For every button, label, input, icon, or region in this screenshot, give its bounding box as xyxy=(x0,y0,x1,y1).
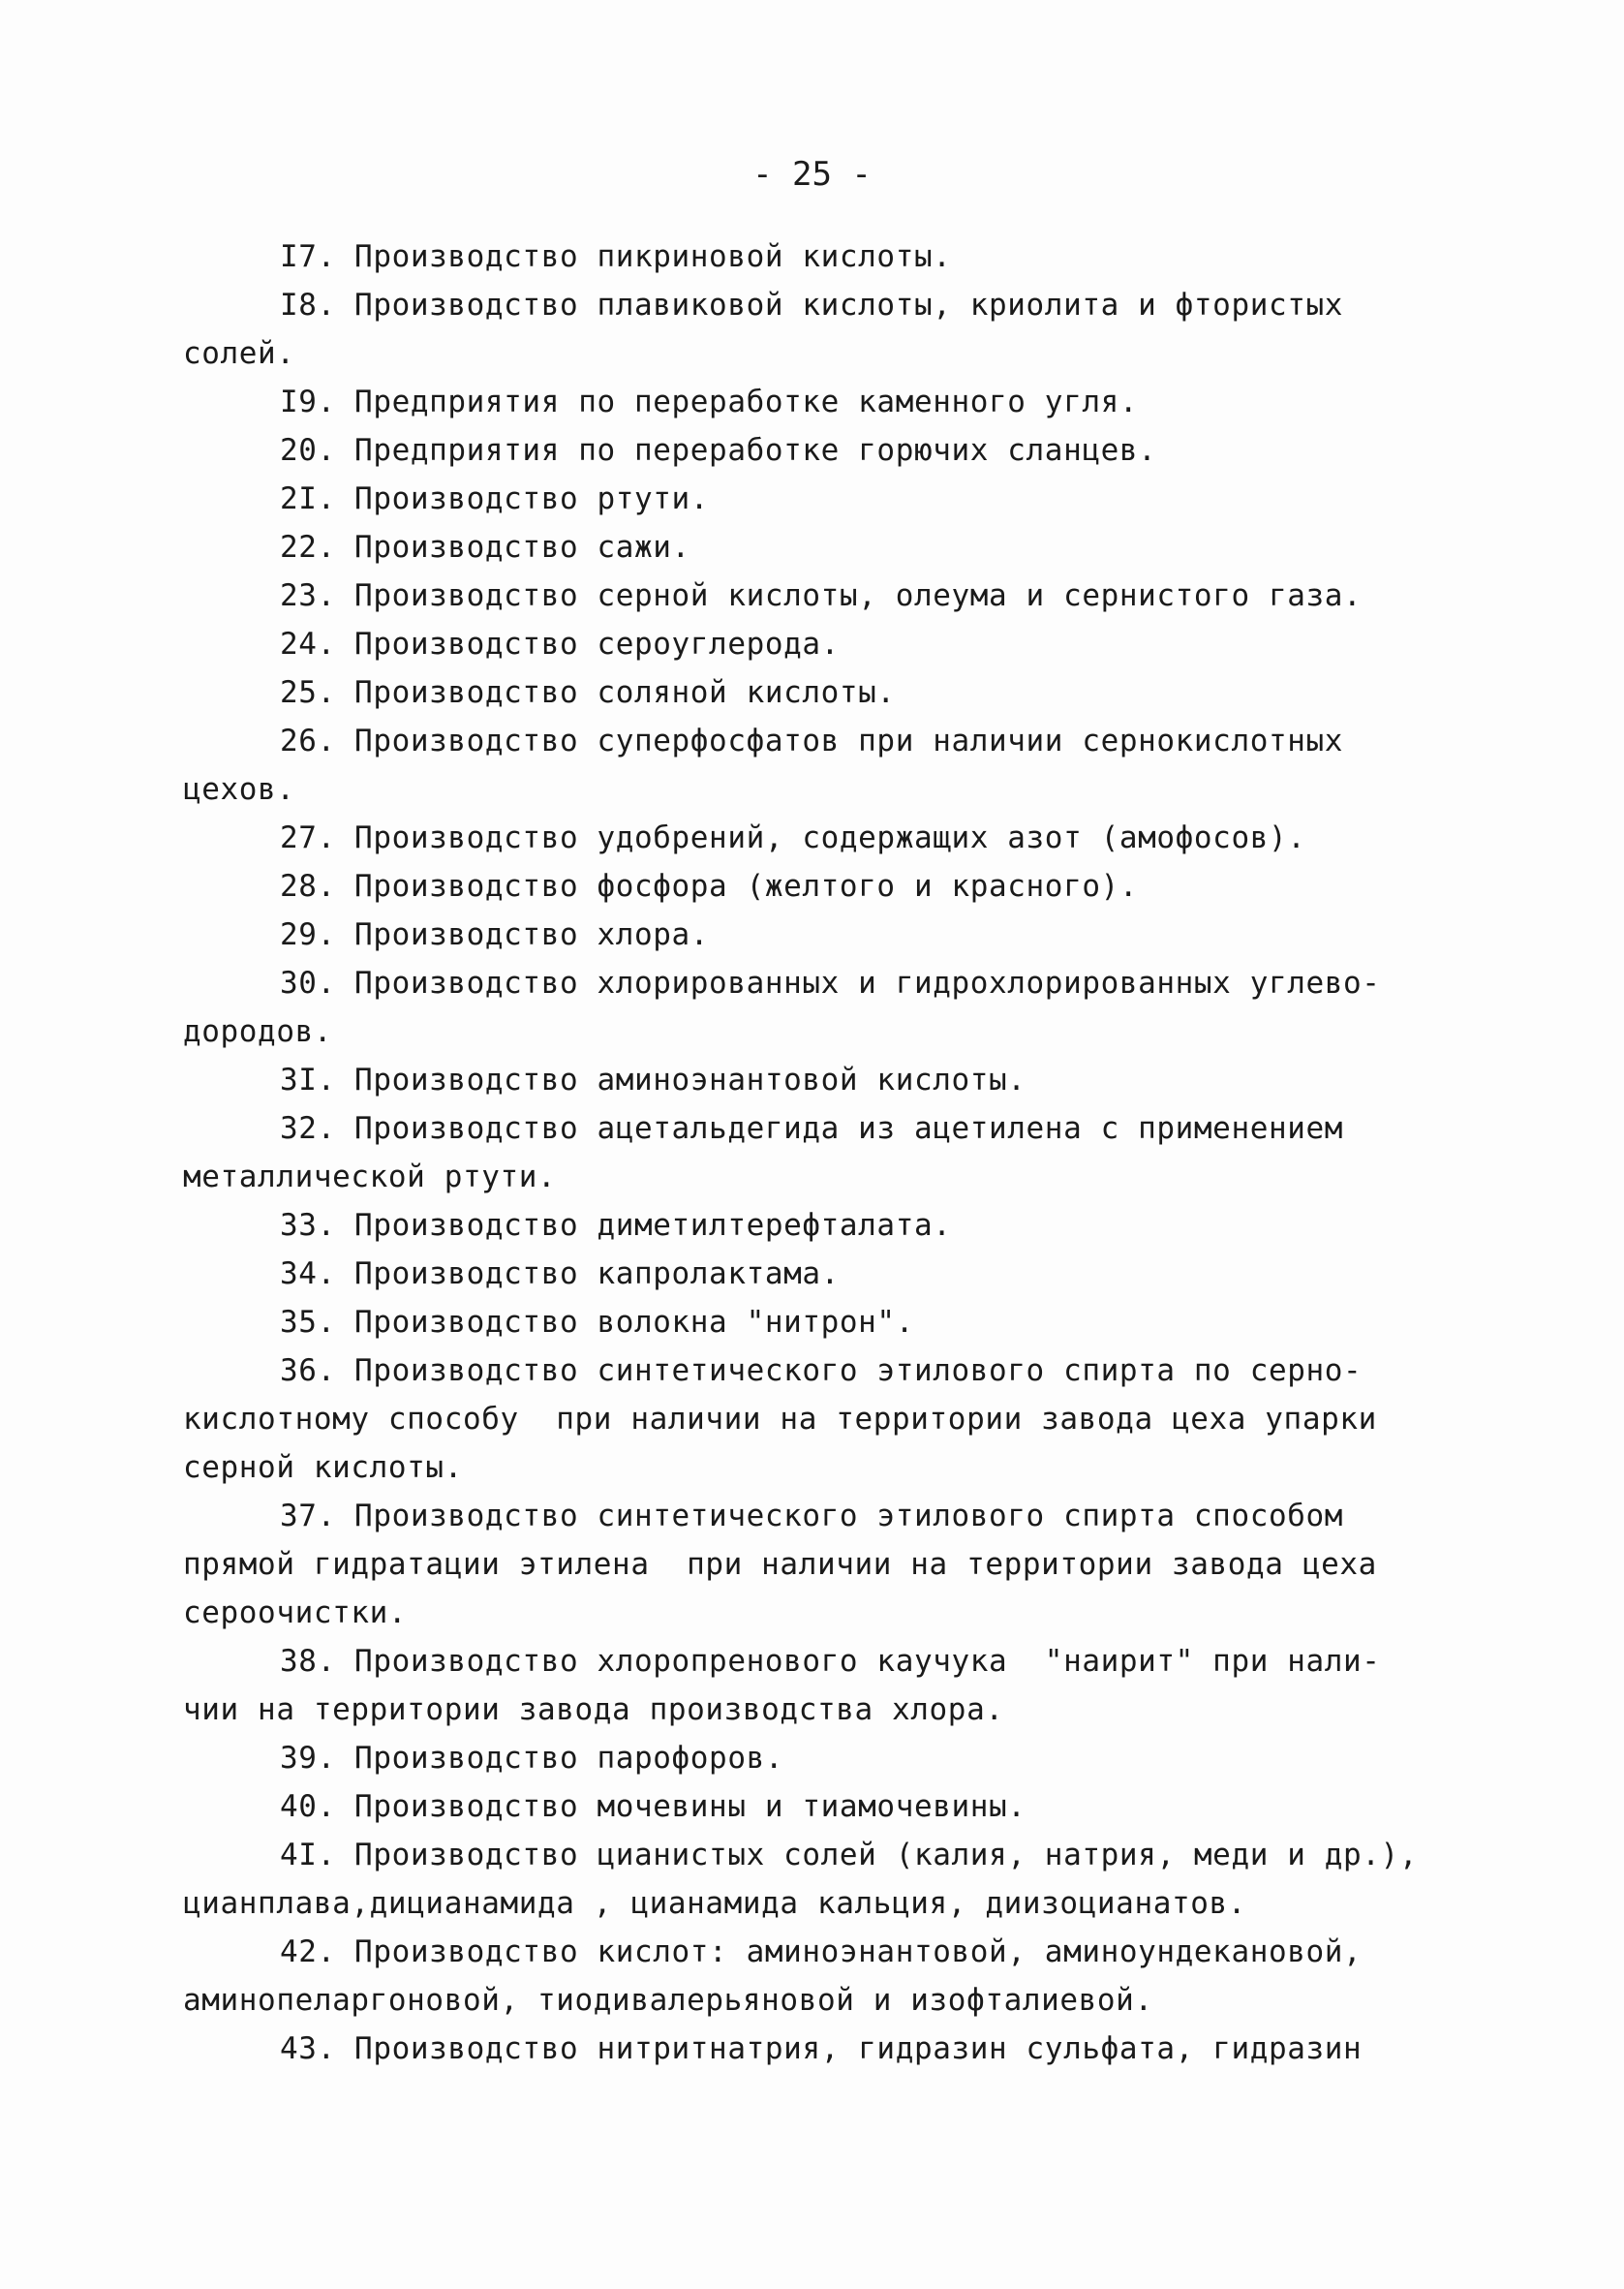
text-line: 39. Производство парофоров. xyxy=(280,1741,784,1776)
text-line: 32. Производство ацетальдегида из ацетилена с применением xyxy=(280,1111,1344,1146)
text-line: металлической ртути. xyxy=(183,1160,557,1194)
text-line: прямой гидратации этилена при наличии на территории завода цеха xyxy=(183,1547,1377,1582)
text-line: I8. Производство плавиковой кислоты, криолита и фтористых xyxy=(280,288,1344,323)
text-line: 29. Производство хлора. xyxy=(280,917,710,952)
text-line: 26. Производство суперфосфатов при наличии сернокислотных xyxy=(280,724,1344,758)
text-line: аминопеларгоновой, тиодивалерьяновой и изофталиевой. xyxy=(183,1983,1153,2018)
text-line: 4I. Производство цианистых солей (калия, натрия, меди и др.), xyxy=(280,1838,1419,1872)
text-line: цехов. xyxy=(183,772,295,807)
text-line: I7. Производство пикриновой кислоты. xyxy=(280,239,952,274)
text-line: 24. Производство сероуглерода. xyxy=(280,627,840,662)
text-line: кислотному способу при наличии на территории завода цеха упарки xyxy=(183,1402,1377,1437)
text-line: 40. Производство мочевины и тиамочевины. xyxy=(280,1789,1026,1824)
text-line: 20. Предприятия по переработке горючих сланцев. xyxy=(280,433,1157,468)
text-line: дородов. xyxy=(183,1014,333,1049)
document-body xyxy=(183,232,1471,2073)
text-line: 37. Производство синтетического этилового спирта способом xyxy=(280,1499,1344,1533)
page-number: - 25 - xyxy=(752,155,872,194)
text-line: 25. Производство соляной кислоты. xyxy=(280,675,896,710)
text-line: 22. Производство сажи. xyxy=(280,530,690,565)
text-line: 23. Производство серной кислоты, олеума и сернистого газа. xyxy=(280,578,1363,613)
text-line: 28. Производство фосфора (желтого и красного). xyxy=(280,869,1139,904)
text-line: 30. Производство хлорированных и гидрохлорированных углево- xyxy=(280,966,1381,1001)
text-line: серной кислоты. xyxy=(183,1450,463,1485)
text-line: 3I. Производство аминоэнантовой кислоты. xyxy=(280,1063,1026,1098)
text-line: чии на территории завода производства хлора. xyxy=(183,1692,1004,1727)
text-line: солей. xyxy=(183,336,295,371)
text-line: 42. Производство кислот: аминоэнантовой, аминоундекановой, xyxy=(280,1934,1363,1969)
text-line: цианплава,дицианамида , цианамида кальция, диизоцианатов. xyxy=(183,1886,1247,1921)
text-line: 43. Производство нитритнатрия, гидразин сульфата, гидразин xyxy=(280,2031,1363,2066)
text-line: 34. Производство капролактама. xyxy=(280,1256,840,1291)
text-line: I9. Предприятия по переработке каменного угля. xyxy=(280,385,1139,419)
text-line: 2I. Производство ртути. xyxy=(280,481,710,516)
text-line: сероочистки. xyxy=(183,1595,408,1630)
text-line: 35. Производство волокна "нитрон". xyxy=(280,1305,914,1340)
text-line: 38. Производство хлоропренового каучука "наирит" при нали- xyxy=(280,1644,1381,1679)
text-line: 33. Производство диметилтерефталата. xyxy=(280,1208,952,1243)
text-line: 27. Производство удобрений, содержащих азот (амофосов). xyxy=(280,820,1306,855)
text-line: 36. Производство синтетического этилового спирта по серно- xyxy=(280,1353,1363,1388)
